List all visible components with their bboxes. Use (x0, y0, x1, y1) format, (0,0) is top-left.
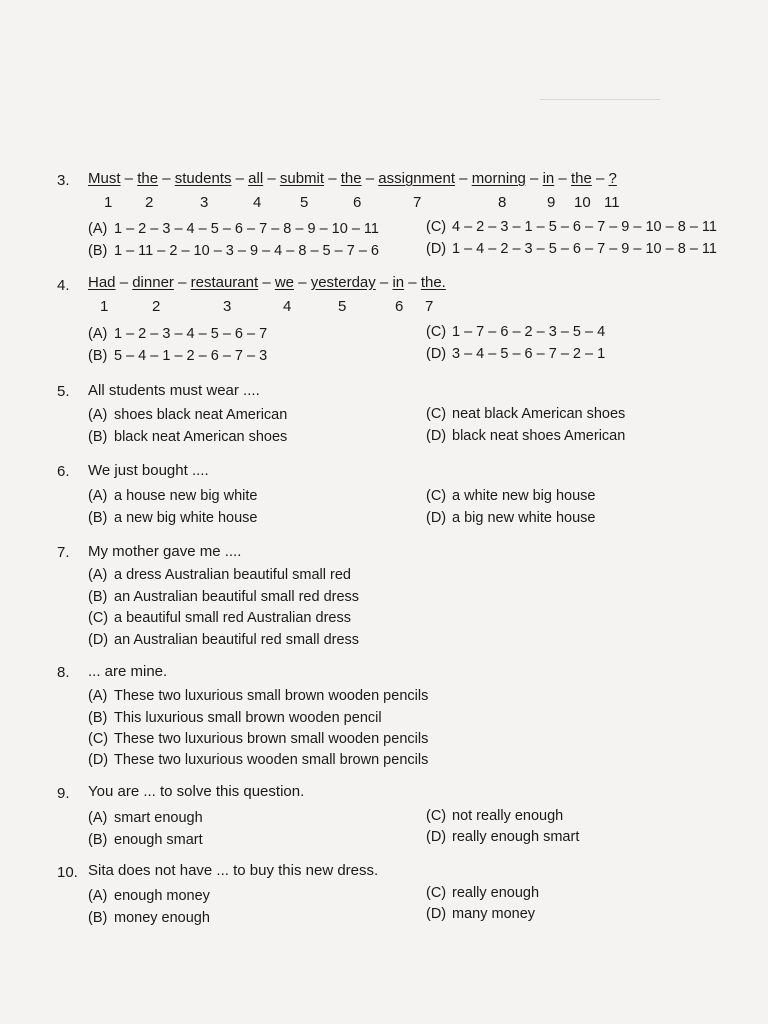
stem-word: in (542, 170, 555, 187)
word-index: 5 (300, 194, 309, 211)
option-a: (A) a dress Australian beautiful small red (88, 567, 351, 583)
word-index: 8 (498, 194, 507, 211)
stem-word: all (248, 170, 264, 187)
stem-word: in (392, 274, 405, 291)
word-index: 3 (223, 298, 232, 315)
question-number: 9. (57, 785, 70, 802)
word-index: 4 (253, 194, 262, 211)
question-number: 8. (57, 664, 70, 681)
question-number: 5. (57, 383, 70, 400)
option-d: (D) really enough smart (426, 829, 580, 845)
option-d: (D) many money (426, 906, 536, 922)
option-b: (B) a new big white house (88, 510, 258, 526)
question-number: 10. (57, 864, 78, 881)
stem-word: restaurant (190, 274, 259, 291)
stem-word: submit (279, 170, 325, 187)
option-a: (A) 1 – 2 – 3 – 4 – 5 – 6 – 7 (88, 326, 268, 342)
question-stem: You are ... to solve this question. (88, 783, 305, 800)
word-index: 7 (413, 194, 422, 211)
stem-word: Must (88, 170, 121, 187)
option-b: (B) black neat American shoes (88, 429, 288, 445)
option-a: (A) 1 – 2 – 3 – 4 – 5 – 6 – 7 – 8 – 9 – 10 – 11 (88, 221, 379, 237)
option-d: (D) 3 – 4 – 5 – 6 – 7 – 2 – 1 (426, 346, 606, 362)
option-c: (C) 1 – 7 – 6 – 2 – 3 – 5 – 4 (426, 324, 606, 340)
stem-word: the (340, 170, 362, 187)
option-a: (A) shoes black neat American (88, 407, 288, 423)
question-stem: We just bought .... (88, 462, 209, 479)
option-b: (B) 5 – 4 – 1 – 2 – 6 – 7 – 3 (88, 348, 268, 364)
option-a: (A) These two luxurious small brown wooden pencils (88, 688, 429, 704)
word-index: 1 (100, 298, 109, 315)
option-a: (A) smart enough (88, 810, 203, 826)
option-d: (D) These two luxurious wooden small brown pencils (88, 752, 429, 768)
option-c: (C) really enough (426, 885, 540, 901)
stem-word: the (570, 170, 592, 187)
option-b: (B) This luxurious small brown wooden pencil (88, 710, 382, 726)
question-stem: All students must wear .... (88, 382, 260, 399)
stem-word: the. (420, 274, 446, 291)
option-c: (C) neat black American shoes (426, 406, 626, 422)
scan-artifact-line (540, 99, 660, 100)
word-index: 6 (395, 298, 404, 315)
option-c: (C) These two luxurious brown small wooden pencils (88, 731, 429, 747)
option-c: (C) a white new big house (426, 488, 596, 504)
option-a: (A) enough money (88, 888, 210, 904)
option-b: (B) enough smart (88, 832, 203, 848)
word-index: 9 (547, 194, 556, 211)
word-index: 10 (574, 194, 591, 211)
option-b: (B) an Australian beautiful small red dress (88, 589, 360, 605)
stem-word: the (137, 170, 159, 187)
word-index: 6 (353, 194, 362, 211)
word-index: 2 (145, 194, 154, 211)
question-stem: Sita does not have ... to buy this new dress. (88, 862, 379, 879)
option-c: (C) 4 – 2 – 3 – 1 – 5 – 6 – 7 – 9 – 10 – 8 – 11 (426, 219, 717, 235)
option-d: (D) an Australian beautiful red small dress (88, 632, 360, 648)
stem-word: morning (471, 170, 526, 187)
option-c: (C) not really enough (426, 808, 564, 824)
question-stem: My mother gave me .... (88, 543, 242, 560)
stem-word: Had (88, 274, 116, 291)
word-index: 11 (604, 194, 620, 211)
question-stem: ... are mine. (88, 663, 168, 680)
stem-word: students (174, 170, 232, 187)
question-number: 4. (57, 277, 70, 294)
question-stem: Had – dinner – restaurant – we – yesterday – in – the. (88, 274, 446, 291)
option-b: (B) 1 – 11 – 2 – 10 – 3 – 9 – 4 – 8 – 5 – 7 – 6 (88, 243, 379, 259)
word-index: 1 (104, 194, 113, 211)
stem-word: dinner (132, 274, 174, 291)
option-b: (B) money enough (88, 910, 210, 926)
word-index: 7 (425, 298, 434, 315)
word-index: 2 (152, 298, 161, 315)
option-d: (D) a big new white house (426, 510, 596, 526)
option-a: (A) a house new big white (88, 488, 258, 504)
stem-word: we (274, 274, 295, 291)
question-number: 6. (57, 463, 70, 480)
stem-word: assignment (378, 170, 455, 187)
question-number: 3. (57, 172, 70, 189)
option-d: (D) 1 – 4 – 2 – 3 – 5 – 6 – 7 – 9 – 10 – 8 – 11 (426, 241, 717, 257)
question-stem: Must – the – students – all – submit – the – assignment – morning – in – the – ? (88, 170, 617, 187)
word-index: 3 (200, 194, 209, 211)
word-index: 5 (338, 298, 347, 315)
option-c: (C) a beautiful small red Australian dress (88, 610, 351, 626)
word-index: 4 (283, 298, 292, 315)
stem-word: ? (608, 170, 617, 187)
option-d: (D) black neat shoes American (426, 428, 626, 444)
stem-word: yesterday (310, 274, 376, 291)
question-number: 7. (57, 544, 70, 561)
